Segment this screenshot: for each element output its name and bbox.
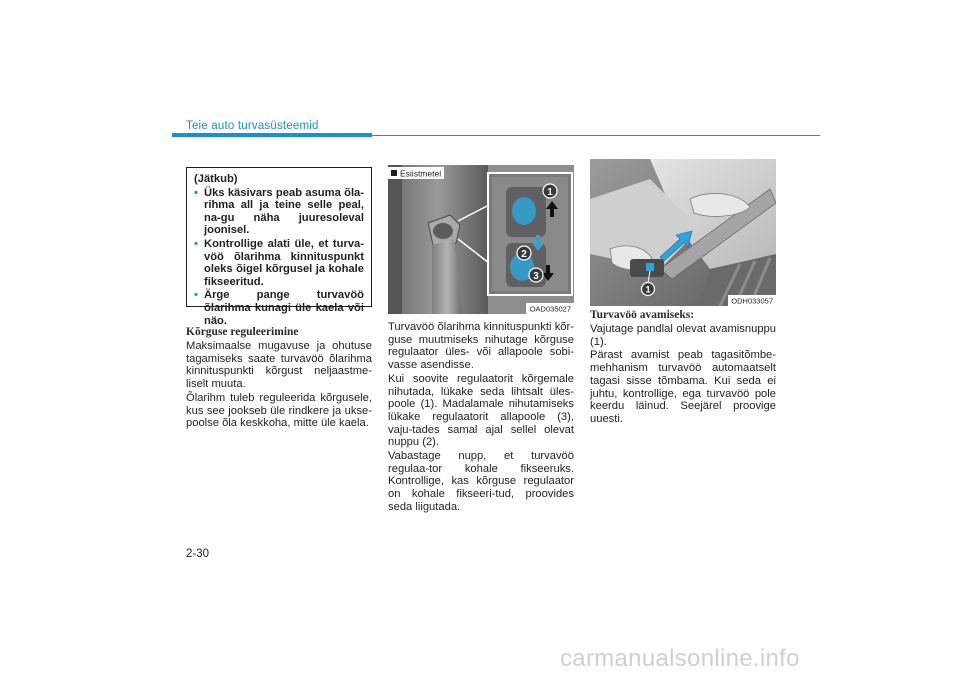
- paragraph: Pärast avamist peab tagasitõmbe-mehhanism turvavöö automaatselt tagasi sisse tõmbama. Kui seda ei juhtu, kontrollige, ega turvavöö pole keerdu läinud. Seejärel proovige uuesti.: [590, 349, 776, 425]
- notice-item-text: Ärge pange turvavöö õlarihma kunagi üle kaela või näo.: [204, 289, 364, 327]
- callout-1: 1: [645, 284, 651, 296]
- paragraph: Turvavöö õlarihma kinnituspunkti kõr-guse muutmiseks nihutage kõrguse regulaator üles- või allapoole sobi-vasse asendisse.: [388, 321, 574, 372]
- notice-box: [186, 167, 372, 327]
- watermark: carmanualsonline.info: [560, 645, 800, 672]
- callout-2: 2: [521, 249, 527, 260]
- notice-item: [194, 289, 364, 327]
- notice-list: [194, 187, 364, 328]
- bullet-icon: •: [194, 186, 198, 199]
- height-adjust-heading: Kõrguse reguleerimine: [186, 326, 299, 338]
- paragraph: Maksimaalse mugavuse ja ohutuse tagamiseks saate turvavöö õlarihma kinnituspunkti kõrgust neljaastme-liselt muuta.: [186, 340, 372, 391]
- figure-buckle-release: [590, 159, 776, 306]
- header-rule-thin: [372, 135, 820, 136]
- notice-item-text: Üks käsivars peab asuma õla-rihma all ja teine selle peal, na-gu näha juuresoleval joonisel.: [204, 186, 364, 237]
- bullet-icon: •: [194, 237, 198, 250]
- figure-code: OAD035027: [529, 304, 571, 314]
- figure-label: Esiistmetel: [400, 168, 442, 179]
- column-height-instructions: [388, 321, 574, 515]
- belt-release-heading: Turvavöö avamiseks:: [590, 309, 695, 321]
- figure-height-adjuster: [388, 165, 574, 314]
- paragraph: Vabastage nupp, et turvavöö regulaa-tor kohale fikseeruks. Kontrollige, kas kõrguse regulaator on kohale fikseeri-tud, proovides seda liigutada.: [388, 450, 574, 513]
- callout-1: 1: [547, 187, 553, 198]
- section-title: Teie auto turvasüsteemid: [186, 120, 319, 132]
- notice-item: [194, 238, 364, 288]
- notice-item-text: Kontrollige alati üle, et turva-vöö õlarihma kinnituspunkt oleks õigel kõrgusel ja kohale fikseeritud.: [204, 237, 364, 288]
- paragraph: Õlarihm tuleb reguleerida kõrgusele, kus see jookseb üle rindkere ja ukse-poolse õla keskkoha, mitte üle kaela.: [186, 391, 372, 430]
- figure-code: ODH033057: [731, 296, 773, 306]
- column-belt-release: [590, 309, 776, 427]
- label-square-icon: [391, 170, 397, 176]
- notice-item: [194, 187, 364, 237]
- notice-box-head: (Jätkub): [194, 173, 238, 185]
- page-number: 2-30: [186, 548, 210, 560]
- header-rule-thick: [172, 133, 372, 137]
- column-height-adjustment: [186, 326, 372, 431]
- paragraph: Kui soovite regulaatorit kõrgemale nihutada, lükake seda lihtsalt üles-poole (1). Madalamale nihutamiseks lükake regulaatorit allapoole (3), vaju-tades samal ajal sellel olevat nuppu (2).: [388, 372, 574, 449]
- bullet-icon: •: [194, 289, 198, 302]
- paragraph: Vajutage pandlal olevat avamisnuppu (1).: [590, 323, 776, 348]
- callout-3: 3: [533, 271, 539, 282]
